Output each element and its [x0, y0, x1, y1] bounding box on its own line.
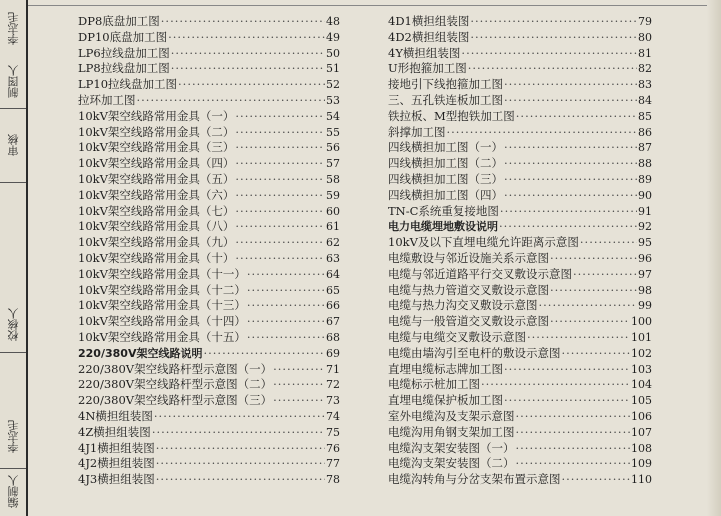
- dot-leader: [273, 362, 325, 378]
- dot-leader: [504, 362, 630, 378]
- toc-entry-title: 10kV架空线路常用金具（八）: [78, 219, 235, 234]
- toc-entry-title: 10kV架空线路常用金具（二）: [78, 124, 235, 139]
- toc-entry-page: 108: [631, 441, 652, 455]
- dot-leader: [203, 346, 325, 362]
- toc-entry-title: 10kV架空线路常用金具（五）: [78, 171, 235, 186]
- toc-entry[interactable]: [388, 393, 652, 409]
- toc-entry[interactable]: [78, 235, 340, 251]
- dot-leader: [516, 441, 631, 457]
- dot-leader: [273, 393, 325, 409]
- toc-entry[interactable]: [78, 267, 340, 283]
- toc-entry-page: 73: [326, 394, 340, 408]
- dot-leader: [235, 140, 325, 156]
- toc-entry-title: 电力电缆埋地敷设说明: [388, 220, 498, 234]
- dot-leader: [504, 172, 637, 188]
- dot-leader: [516, 456, 631, 472]
- toc-entry-title: 电缆敷设与邻近设施关系示意图: [388, 250, 549, 265]
- toc-entry-page: 105: [631, 394, 652, 408]
- toc-entry[interactable]: [388, 330, 652, 346]
- sidebar-divider: [26, 0, 28, 516]
- dot-leader: [156, 472, 325, 488]
- dot-leader: [504, 188, 637, 204]
- toc-entry-page: 56: [326, 141, 340, 155]
- toc-entry-page: 63: [326, 251, 340, 265]
- toc-entry[interactable]: [78, 425, 340, 441]
- dot-leader: [470, 14, 637, 30]
- toc-entry-page: 90: [638, 188, 652, 202]
- toc-entry[interactable]: [388, 77, 652, 93]
- toc-entry-page: 72: [326, 378, 340, 392]
- toc-entry-page: 57: [326, 157, 340, 171]
- toc-entry[interactable]: [78, 140, 340, 156]
- toc-entry-page: 98: [638, 283, 652, 297]
- toc-entry-page: 88: [638, 157, 652, 171]
- toc-entry[interactable]: [388, 456, 652, 472]
- dot-leader: [562, 346, 631, 362]
- toc-entry-title: 电缆与电缆交叉敷设示意图: [388, 329, 526, 344]
- toc-entry[interactable]: [388, 93, 652, 109]
- dot-leader: [235, 251, 325, 267]
- dot-leader: [481, 377, 630, 393]
- dot-leader: [156, 456, 325, 472]
- toc-entry-page: 66: [326, 299, 340, 313]
- toc-entry-page: 87: [638, 141, 652, 155]
- toc-entry-title: 220/380V架空线路杆型示意图（二）: [78, 377, 273, 392]
- dot-leader: [504, 93, 637, 109]
- toc-entry[interactable]: [78, 251, 340, 267]
- toc-entry-page: 60: [326, 204, 340, 218]
- dot-leader: [247, 298, 325, 314]
- toc-entry-page: 54: [326, 109, 340, 123]
- toc-entry-title: LP6拉线盘加工图: [78, 45, 170, 60]
- sidebar-cell-checker: 校核人: [7, 308, 20, 342]
- toc-entry[interactable]: [388, 188, 652, 204]
- toc-entry[interactable]: [78, 409, 340, 425]
- toc-entry-title: 拉环加工图: [78, 92, 136, 107]
- toc-entry[interactable]: [388, 314, 652, 330]
- toc-entry[interactable]: [388, 14, 652, 30]
- toc-entry-title: 10kV架空线路常用金具（十三）: [78, 298, 246, 313]
- toc-entry-title: LP8拉线盘加工图: [78, 61, 170, 76]
- toc-entry-page: 99: [638, 299, 652, 313]
- toc-entry[interactable]: [78, 77, 340, 93]
- sidebar-cell-compiler: 编制人: [7, 475, 20, 509]
- toc-entry-title: 室外电缆沟及支架示意图: [388, 408, 515, 423]
- toc-entry-title: 电缆沟转角与分岔支架布置示意图: [388, 472, 561, 487]
- toc-entry-page: 83: [638, 78, 652, 92]
- toc-entry-page: 95: [638, 236, 652, 250]
- toc-entry-page: 79: [638, 15, 652, 28]
- toc-entry-title: 4J2横担组装图: [78, 456, 155, 471]
- toc-entry-title: 三、五孔铁连板加工图: [388, 92, 503, 107]
- dot-leader: [235, 235, 325, 251]
- toc-entry[interactable]: [78, 156, 340, 172]
- toc-entry-page: 96: [638, 251, 652, 265]
- toc-entry-page: 71: [326, 362, 340, 376]
- toc-entry-title: 10kV架空线路常用金具（十四）: [78, 314, 246, 329]
- dot-leader: [461, 46, 637, 62]
- toc-entry-title: 4N横担组装图: [78, 408, 153, 423]
- toc-entry-title: 接地引下线抱箍加工图: [388, 77, 503, 92]
- toc-entry-title: U形抱箍加工图: [388, 61, 467, 76]
- toc-entry[interactable]: [388, 235, 652, 251]
- toc-entry-title: 电缆由墙沟引至电杆的敷设示意图: [388, 345, 561, 360]
- toc-entry-title: 10kV及以下直埋电缆允许距离示意图: [388, 235, 579, 250]
- toc-entry-title: 4J3横担组装图: [78, 472, 155, 487]
- toc-entry-title: 4Z横担组装图: [78, 424, 151, 439]
- toc-entry[interactable]: [388, 61, 652, 77]
- toc-entry-title: 四线横担加工图（三）: [388, 171, 503, 186]
- toc-entry[interactable]: [388, 172, 652, 188]
- toc-entry[interactable]: [78, 204, 340, 220]
- toc-entry-title: 4D1横担组装图: [388, 14, 470, 28]
- toc-entry-title: 220/380V架空线路杆型示意图（三）: [78, 393, 273, 408]
- toc-entry-page: 61: [326, 220, 340, 234]
- toc-entry-title: 电缆与邻近道路平行交叉敷设示意图: [388, 266, 572, 281]
- toc-entry-page: 55: [326, 125, 340, 139]
- toc-entry-title: 10kV架空线路常用金具（十二）: [78, 282, 246, 297]
- toc-entry-page: 80: [638, 30, 652, 44]
- dot-leader: [235, 125, 325, 141]
- dot-leader: [247, 314, 325, 330]
- dot-leader: [247, 330, 325, 346]
- toc-entry[interactable]: [388, 346, 652, 362]
- toc-entry[interactable]: [388, 109, 652, 125]
- dot-leader: [161, 14, 325, 30]
- dot-leader: [247, 267, 325, 283]
- toc-entry-title: 直埋电缆标志牌加工图: [388, 361, 503, 376]
- toc-entry-title: 四线横担加工图（二）: [388, 156, 503, 171]
- toc-entry-title: 220/380V架空线路说明: [78, 346, 203, 360]
- toc-entry-title: 电缆标示桩加工图: [388, 377, 480, 392]
- dot-leader: [504, 140, 637, 156]
- toc-entry[interactable]: [78, 377, 340, 393]
- toc-entry-title: 10kV架空线路常用金具（六）: [78, 187, 235, 202]
- top-border: [28, 5, 721, 6]
- toc-entry-page: 64: [326, 267, 340, 281]
- toc-entry-page: 86: [638, 125, 652, 139]
- toc-entry-page: 82: [638, 62, 652, 76]
- dot-leader: [178, 77, 325, 93]
- toc-entry[interactable]: [388, 156, 652, 172]
- toc-entry-page: 62: [326, 236, 340, 250]
- toc-entry[interactable]: [78, 172, 340, 188]
- toc-entry[interactable]: [388, 298, 652, 314]
- scan-edge: [707, 0, 721, 516]
- toc-entry[interactable]: [78, 219, 340, 235]
- dot-leader: [247, 283, 325, 299]
- dot-leader: [504, 156, 637, 172]
- toc-entry[interactable]: [388, 204, 652, 220]
- toc-entry[interactable]: [388, 140, 652, 156]
- dot-leader: [499, 219, 637, 235]
- toc-entry[interactable]: [388, 267, 652, 283]
- toc-entry-page: 92: [638, 220, 652, 234]
- toc-entry-page: 76: [326, 441, 340, 455]
- toc-entry-page: 75: [326, 425, 340, 439]
- toc-entry[interactable]: [78, 314, 340, 330]
- toc-entry-page: 109: [631, 457, 652, 471]
- dot-leader: [470, 30, 637, 46]
- toc-column-left: [78, 14, 340, 488]
- dot-leader: [573, 267, 637, 283]
- toc-entry-title: 4J1横担组装图: [78, 440, 155, 455]
- toc-entry[interactable]: [388, 283, 652, 299]
- toc-entry-page: 77: [326, 457, 340, 471]
- toc-entry-title: 10kV架空线路常用金具（三）: [78, 140, 235, 155]
- toc-entry-page: 110: [631, 473, 652, 487]
- dot-leader: [550, 314, 630, 330]
- toc-entry[interactable]: [78, 61, 340, 77]
- dot-leader: [550, 251, 637, 267]
- toc-entry-page: 102: [631, 346, 652, 360]
- toc-entry-page: 81: [638, 46, 652, 60]
- dot-leader: [562, 472, 631, 488]
- toc-entry-page: 53: [326, 93, 340, 107]
- toc-entry[interactable]: [78, 188, 340, 204]
- toc-entry[interactable]: [388, 219, 652, 235]
- sidebar-cell-drafter-sign: 李志毛: [7, 12, 20, 46]
- toc-entry[interactable]: [78, 93, 340, 109]
- toc-entry-page: 85: [638, 109, 652, 123]
- toc-entry-page: 69: [326, 346, 340, 360]
- toc-entry-page: 51: [326, 62, 340, 76]
- toc-entry-page: 65: [326, 283, 340, 297]
- toc-entry-title: 四线横担加工图（一）: [388, 140, 503, 155]
- toc-entry-page: 67: [326, 315, 340, 329]
- toc-entry[interactable]: [78, 46, 340, 62]
- toc-entry[interactable]: [78, 330, 340, 346]
- toc-entry-page: 104: [631, 378, 652, 392]
- dot-leader: [273, 377, 325, 393]
- toc-entry-title: 10kV架空线路常用金具（四）: [78, 156, 235, 171]
- toc-entry-title: 铁拉板、M型抱铁加工图: [388, 108, 515, 123]
- dot-leader: [235, 156, 325, 172]
- toc-entry-page: 74: [326, 409, 340, 423]
- toc-entry[interactable]: [388, 377, 652, 393]
- toc-entry-title: 10kV架空线路常用金具（十一）: [78, 266, 246, 281]
- dot-leader: [516, 109, 637, 125]
- toc-entry-title: 斜撑加工图: [388, 124, 446, 139]
- toc-entry[interactable]: [78, 362, 340, 378]
- sidebar-cell-review: 审核: [7, 134, 20, 156]
- toc-column-right: [388, 14, 652, 488]
- signature-sidebar: [0, 0, 26, 516]
- toc-entry[interactable]: [388, 472, 652, 488]
- toc-entry[interactable]: [78, 393, 340, 409]
- toc-entry[interactable]: [78, 14, 340, 30]
- dot-leader: [527, 330, 630, 346]
- toc-entry-title: 电缆沟用角钢支架加工图: [388, 424, 515, 439]
- toc-entry-title: 10kV架空线路常用金具（九）: [78, 235, 235, 250]
- toc-entry-page: 106: [631, 409, 652, 423]
- toc-entry[interactable]: [78, 441, 340, 457]
- toc-entry-title: 10kV架空线路常用金具（七）: [78, 203, 235, 218]
- dot-leader: [137, 93, 326, 109]
- dot-leader: [235, 109, 325, 125]
- toc-entry-title: 电缆与热力沟交叉敷设示意图: [388, 298, 538, 313]
- toc-entry[interactable]: [388, 251, 652, 267]
- toc-entry[interactable]: [78, 283, 340, 299]
- toc-entry[interactable]: [78, 472, 340, 488]
- toc-entry-title: LP10拉线盘加工图: [78, 77, 178, 92]
- toc-entry-page: 48: [326, 15, 340, 28]
- toc-entry[interactable]: [78, 298, 340, 314]
- toc-entry[interactable]: [388, 46, 652, 62]
- sidebar-cell-compiler-sign: 李志毛: [7, 420, 20, 454]
- toc-entry-title: DP8底盘加工图: [78, 14, 160, 28]
- dot-leader: [550, 283, 637, 299]
- dot-leader: [500, 204, 637, 220]
- toc-entry-page: 50: [326, 46, 340, 60]
- toc-entry-page: 49: [326, 30, 340, 44]
- dot-leader: [171, 61, 325, 77]
- toc-entry-page: 97: [638, 267, 652, 281]
- toc-entry-page: 107: [631, 425, 652, 439]
- toc-entry-page: 89: [638, 172, 652, 186]
- toc-entry-page: 52: [326, 78, 340, 92]
- dot-leader: [504, 393, 630, 409]
- toc-entry[interactable]: [388, 409, 652, 425]
- toc-entry-title: 电缆与热力管道交叉敷设示意图: [388, 282, 549, 297]
- dot-leader: [235, 204, 325, 220]
- toc-entry-title: 4D2横担组装图: [388, 29, 470, 44]
- dot-leader: [468, 61, 637, 77]
- toc-entry[interactable]: [78, 30, 340, 46]
- dot-leader: [504, 77, 637, 93]
- toc-entry-title: TN-C系统重复接地图: [388, 203, 499, 218]
- toc-entry-page: 84: [638, 93, 652, 107]
- toc-entry-title: 10kV架空线路常用金具（十五）: [78, 329, 246, 344]
- toc-entry-page: 101: [631, 330, 652, 344]
- toc-entry[interactable]: [78, 346, 340, 362]
- toc-entry-page: 59: [326, 188, 340, 202]
- toc-entry-title: 直埋电缆保护板加工图: [388, 393, 503, 408]
- dot-leader: [539, 298, 638, 314]
- dot-leader: [516, 425, 631, 441]
- toc-entry[interactable]: [78, 125, 340, 141]
- toc-entry[interactable]: [388, 425, 652, 441]
- toc-entry-title: 电缆沟支架安装图（二）: [388, 456, 515, 471]
- toc-entry-title: 220/380V架空线路杆型示意图（一）: [78, 361, 273, 376]
- toc-entry-page: 100: [631, 315, 652, 329]
- toc-entry[interactable]: [388, 30, 652, 46]
- toc-entry[interactable]: [78, 109, 340, 125]
- dot-leader: [171, 46, 325, 62]
- dot-leader: [516, 409, 631, 425]
- toc-entry-title: 四线横担加工图（四）: [388, 187, 503, 202]
- dot-leader: [580, 235, 637, 251]
- dot-leader: [156, 441, 325, 457]
- toc-entry-title: 电缆沟支架安装图（一）: [388, 440, 515, 455]
- toc-entry-page: 58: [326, 172, 340, 186]
- toc-entry-page: 68: [326, 330, 340, 344]
- toc-entry-page: 78: [326, 473, 340, 487]
- toc-entry-title: 4Y横担组装图: [388, 45, 461, 60]
- dot-leader: [168, 30, 325, 46]
- dot-leader: [152, 425, 325, 441]
- toc-entry[interactable]: [388, 362, 652, 378]
- toc-entry-title: DP10底盘加工图: [78, 29, 168, 44]
- toc-entry[interactable]: [388, 125, 652, 141]
- dot-leader: [235, 219, 325, 235]
- toc-entry[interactable]: [388, 441, 652, 457]
- toc-entry-page: 103: [631, 362, 652, 376]
- dot-leader: [154, 409, 325, 425]
- toc-entry[interactable]: [78, 456, 340, 472]
- dot-leader: [235, 188, 325, 204]
- dot-leader: [235, 172, 325, 188]
- toc-entry-title: 10kV架空线路常用金具（一）: [78, 108, 235, 123]
- sidebar-cell-drafter: 制图人: [7, 65, 20, 99]
- toc-entry-page: 91: [638, 204, 652, 218]
- dot-leader: [447, 125, 638, 141]
- toc-entry-title: 电缆与一般管道交叉敷设示意图: [388, 314, 549, 329]
- toc-entry-title: 10kV架空线路常用金具（十）: [78, 250, 235, 265]
